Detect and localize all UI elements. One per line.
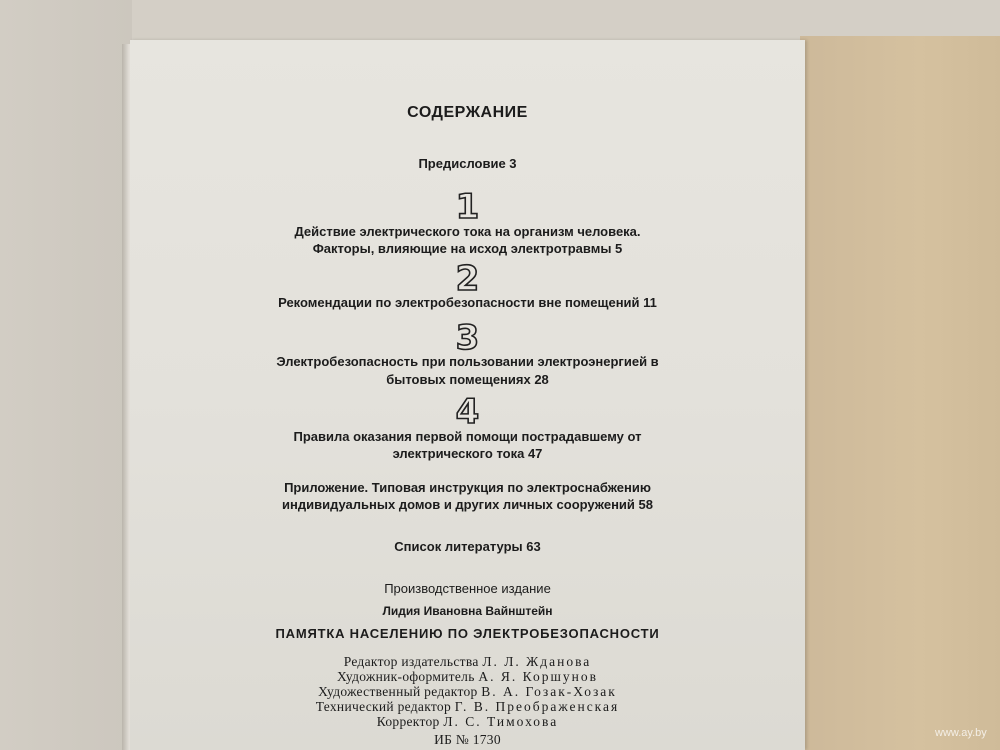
chapter-3-line-1: Электробезопасность при пользовании электроэнергией в (276, 354, 659, 369)
appendix-line-2: индивидуальных домов и других личных сооружений 58 (282, 497, 653, 512)
book-page (130, 40, 805, 750)
page-edge (122, 44, 130, 750)
chapter-number-4: 4 (455, 392, 480, 432)
edition-type: Производственное издание (384, 581, 551, 596)
chapter-number-2: 2 (455, 259, 480, 299)
chapter-1-line-2: Факторы, влияющие на исход электротравмы 5 (312, 241, 623, 256)
toc-preface: Предисловие 3 (418, 156, 517, 171)
credit-role: Художник-оформитель (337, 669, 475, 684)
credit-name: Л. С. Тимохова (443, 714, 559, 729)
credit-name: А. Я. Коршунов (478, 669, 598, 684)
background-left (0, 0, 132, 750)
book-title: ПАМЯТКА НАСЕЛЕНИЮ ПО ЭЛЕКТРОБЕЗОПАСНОСТИ (275, 626, 660, 641)
facing-page (800, 36, 1000, 750)
chapter-3-line-2: бытовых помещениях 28 (386, 372, 549, 387)
credit-name: Г. В. Преображенская (454, 699, 620, 714)
credit-line-3 (130, 684, 805, 700)
credit-line-4 (130, 699, 805, 715)
chapter-4-line-2: электрического тока 47 (392, 446, 543, 461)
chapter-number-3: 3 (455, 318, 480, 358)
credit-line-2 (130, 669, 805, 685)
credit-role: Художественный редактор (318, 684, 478, 699)
author-name: Лидия Ивановна Вайнштейн (382, 604, 553, 618)
credit-name: Л. Л. Жданова (482, 654, 592, 669)
credit-name: В. А. Гозак-Хозак (481, 684, 617, 699)
appendix-line-1: Приложение. Типовая инструкция по электроснабжению (284, 480, 651, 495)
credit-line-5 (130, 714, 805, 730)
toc-title: СОДЕРЖАНИЕ (407, 104, 528, 121)
credit-role: Корректор (376, 714, 440, 729)
chapter-1-line-1: Действие электрического тока на организм человека. (294, 224, 641, 239)
bibliography: Список литературы 63 (394, 539, 541, 554)
chapter-2-line-1: Рекомендации по электробезопасности вне помещений 11 (278, 295, 657, 310)
ib-number: ИБ № 1730 (434, 732, 501, 747)
chapter-number-1: 1 (455, 187, 480, 227)
watermark: www.ay.by (935, 727, 987, 739)
credit-role: Технический редактор (315, 699, 451, 714)
credit-role: Редактор издательства (343, 654, 479, 669)
chapter-4-line-1: Правила оказания первой помощи пострадавшему от (293, 429, 642, 444)
credit-line-1 (130, 654, 805, 670)
